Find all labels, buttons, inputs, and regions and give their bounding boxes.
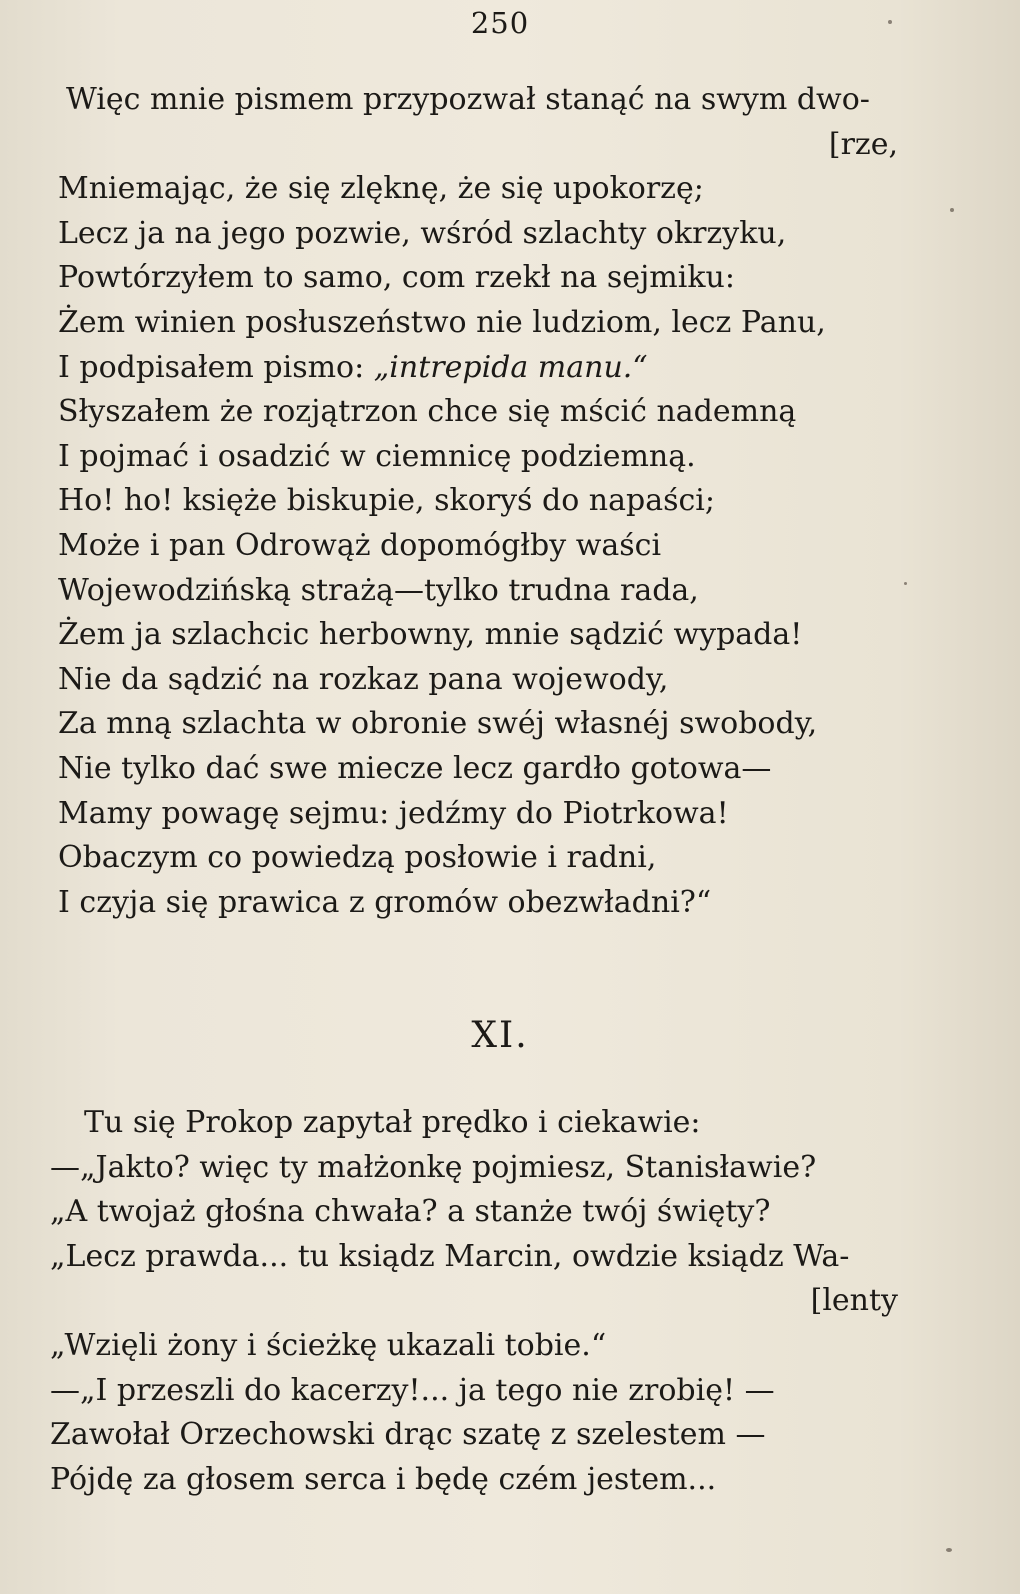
verse-line: Żem winien posłuszeństwo nie ludziom, lecz Panu, <box>58 304 826 340</box>
verse-line: Zawołał Orzechowski drąc szatę z szelestem — <box>50 1417 766 1453</box>
verse-line-continuation: [lenty <box>810 1283 898 1319</box>
verse-line: I czyja się prawica z gromów obezwładni?“ <box>58 884 712 920</box>
verse-line: I pojmać i osadzić w ciemnicę podziemną. <box>58 438 696 474</box>
verse-block-top <box>58 78 938 925</box>
verse-line: „Wzięli żony i ścieżkę ukazali tobie.“ <box>50 1327 607 1363</box>
verse-line: Może i pan Odrowąż dopomógłby waści <box>58 527 662 563</box>
verse-line: Lecz ja na jego pozwie, wśród szlachty okrzyku, <box>58 215 787 251</box>
verse-line: Więc mnie pismem przypozwał stanąć na swym dwo- <box>66 82 870 117</box>
verse-line: —„I przeszli do kacerzy!... ja tego nie zrobię! — <box>50 1372 775 1408</box>
verse-block-bottom <box>50 1101 938 1502</box>
verse-line: Słyszałem że rozjątrzon chce się mścić nademną <box>58 394 797 430</box>
verse-line: Nie tylko dać swe miecze lecz gardło gotowa— <box>58 750 772 786</box>
verse-line <box>58 346 938 391</box>
ink-spot <box>946 1548 952 1552</box>
verse-line: Za mną szlachta w obronie swéj własnéj swobody, <box>58 706 818 742</box>
latin-quote: „intrepida manu.“ <box>373 349 648 385</box>
verse-line: „Lecz prawda... tu ksiądz Marcin, owdzie ksiądz Wa- <box>50 1238 850 1274</box>
ink-spot <box>950 208 954 212</box>
verse-line: Mamy powagę sejmu: jedźmy do Piotrkowa! <box>58 795 729 831</box>
verse-line: Obaczym co powiedzą posłowie i radni, <box>58 840 657 876</box>
verse-line: Wojewodzińską strażą—tylko trudna rada, <box>58 572 699 608</box>
verse-line-continuation: [rze, <box>828 126 898 162</box>
verse-line: Nie da sądzić na rozkaz pana wojewody, <box>58 661 669 697</box>
section-heading: XI. <box>471 1015 529 1056</box>
verse-line: „A twojaż głośna chwała? a stanże twój święty? <box>50 1194 771 1230</box>
verse-text: I podpisałem pismo: <box>58 349 374 385</box>
verse-line: Pójdę za głosem serca i będę czém jestem... <box>50 1461 717 1497</box>
verse-line: Mniemając, że się zlęknę, że się upokorzę; <box>58 171 704 207</box>
verse-line: Żem ja szlachcic herbowny, mnie sądzić wypada! <box>58 617 803 653</box>
page-number: 250 <box>470 6 530 40</box>
verse-line: —„Jakto? więc ty małżonkę pojmiesz, Stanisławie? <box>50 1149 817 1185</box>
verse-line: Ho! ho! księże biskupie, skoryś do napaści; <box>58 483 715 519</box>
verse-line: Tu się Prokop zapytał prędko i ciekawie: <box>84 1105 701 1140</box>
verse-line: Powtórzyłem to samo, com rzekł na sejmiku: <box>58 260 735 296</box>
